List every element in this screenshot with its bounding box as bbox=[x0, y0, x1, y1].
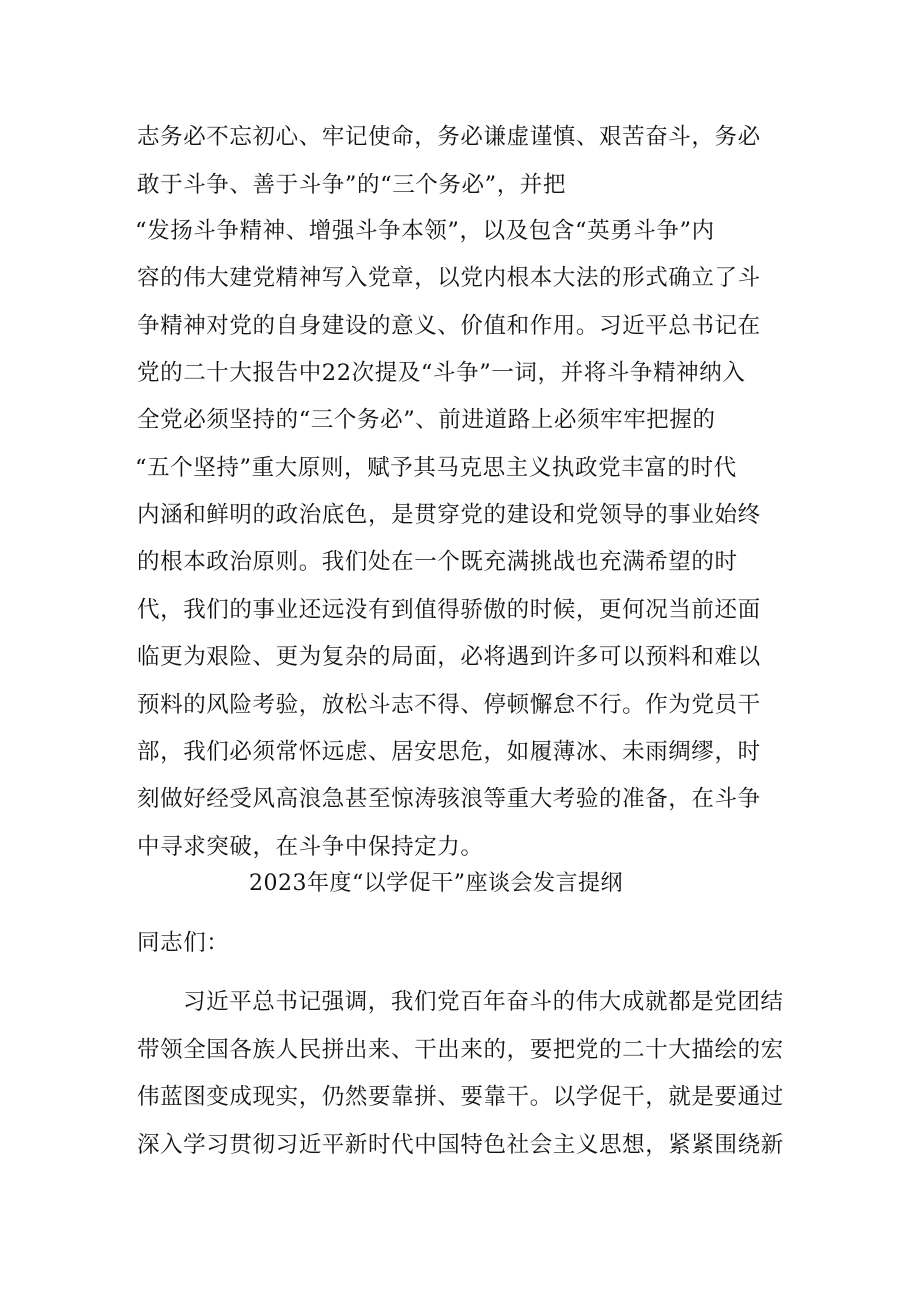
text-line: “发扬斗争精神、增强斗争本领”，以及包含“英勇斗争”内 bbox=[135, 218, 715, 244]
text-line: 带领全国各族人民拼出来、干出来的，要把党的二十大描绘的宏 bbox=[137, 1037, 784, 1063]
text-line: 全党必须坚持的“三个务必”、前进道路上必须牢牢把握的 bbox=[137, 407, 716, 433]
text-line: 争精神对党的自身建设的意义、价值和作用。习近平总书记在 bbox=[137, 313, 761, 339]
text-line: 习近平总书记强调，我们党百年奋斗的伟大成就都是党团结 bbox=[183, 989, 784, 1015]
text-line: 部，我们必须常怀远虑、居安思危，如履薄冰、未雨绸缪，时 bbox=[137, 739, 761, 765]
salutation: 同志们： bbox=[137, 930, 230, 956]
text-line: 代，我们的事业还远没有到值得骄傲的时候，更何况当前还面 bbox=[137, 597, 761, 623]
text-line: 伟蓝图变成现实，仍然要靠拼、要靠干。以学促干，就是要通过 bbox=[137, 1084, 784, 1110]
text-line: 刻做好经受风高浪急甚至惊涛骇浪等重大考验的准备，在斗争 bbox=[137, 786, 761, 812]
text-line: 临更为艰险、更为复杂的局面，必将遇到许多可以预料和难以 bbox=[137, 644, 761, 670]
text-line: “五个坚持”重大原则，赋予其马克思主义执政党丰富的时代 bbox=[135, 455, 737, 481]
text-line: 志务必不忘初心、牢记使命，务必谦虚谨慎、艰苦奋斗，务必 bbox=[137, 124, 761, 150]
text-line: 的根本政治原则。我们处在一个既充满挑战也充满希望的时 bbox=[137, 549, 738, 575]
text-line: 深入学习贯彻习近平新时代中国特色社会主义思想，紧紧围绕新 bbox=[137, 1132, 784, 1158]
text-line: 内涵和鲜明的政治底色，是贯穿党的建设和党领导的事业始终 bbox=[137, 502, 761, 528]
document-title: 2023年度“以学促干”座谈会发言提纲 bbox=[249, 871, 623, 896]
text-line: 预料的风险考验，放松斗志不得、停顿懈怠不行。作为党员干 bbox=[137, 692, 761, 718]
text-line: 敢于斗争、善于斗争”的“三个务必”，并把 bbox=[137, 172, 567, 198]
text-line: 容的伟大建党精神写入党章，以党内根本大法的形式确立了斗 bbox=[137, 265, 761, 291]
text-line: 党的二十大报告中22次提及“斗争”一词，并将斗争精神纳入 bbox=[137, 360, 746, 386]
text-line: 中寻求突破，在斗争中保持定力。 bbox=[137, 834, 484, 860]
